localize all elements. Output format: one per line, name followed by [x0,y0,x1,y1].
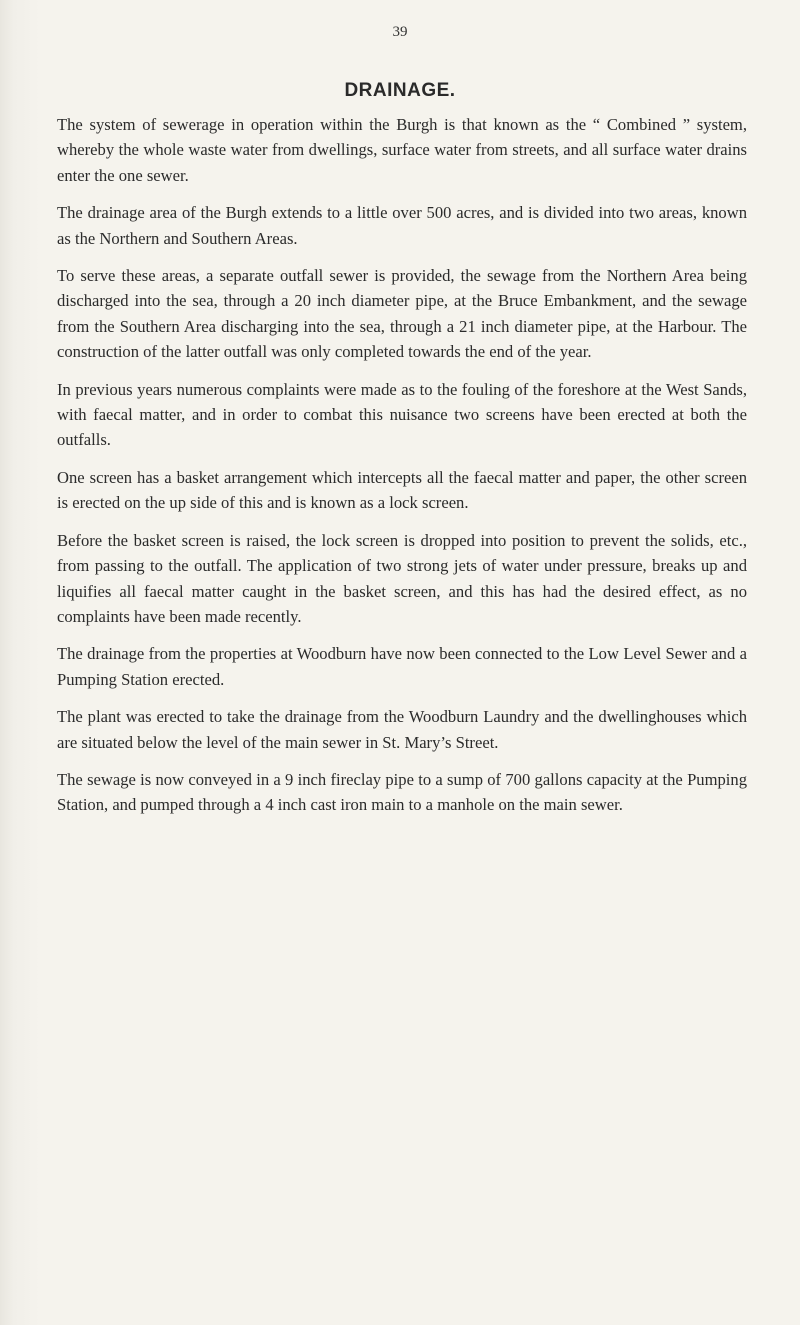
paragraph: One screen has a basket arrangement which intercepts all the faecal matter and paper, the other screen is erected on the up side of this and is known as a lock screen. [57,467,747,513]
paragraph: Before the basket screen is raised, the lock screen is dropped into position to prevent the solids, etc., from passing to the outfall. The application of two strong jets of water under pressure, breaks up and liquifies all faecal matter caught in the basket screen, and this has had the desired effect, as no complaints have been made recently. [57,530,747,626]
paragraph: The drainage from the properties at Woodburn have now been connected to the Low Level Sewer and a Pumping Station erected. [57,644,747,689]
paragraph: To serve these areas, a separate outfall sewer is provided, the sewage from the Northern Area being discharged into the sea, through a 20 inch diameter pipe, at the Bruce Embankment, and the sewage from the Southern Area discharging into the sea, through a 21 inch diameter pipe, at the Harbour. The construction of the latter outfall was only completed towards the end of the year. [57,266,747,362]
paragraph: The plant was erected to take the drainage from the Woodburn Laundry and the dwellinghouses which are situated below the level of the main sewer in St. Mary’s Street. [57,707,747,752]
paragraph: The sewage is now conveyed in a 9 inch fireclay pipe to a sump of 700 gallons capacity at the Pumping Station, and pumped through a 4 inch cast iron main to a manhole on the main sewer. [57,769,747,815]
paragraph: The drainage area of the Burgh extends to a little over 500 acres, and is divided into two areas, known as the Northern and Southern Areas. [57,203,747,248]
body-text [57,112,747,830]
section-heading: DRAINAGE. [344,80,456,101]
paragraph: The system of sewerage in operation within the Burgh is that known as the “ Combined ” system, whereby the whole waste water from dwellings, surface water from streets, and all surface water drains enter the one sewer. [57,115,747,185]
paragraph: In previous years numerous complaints were made as to the fouling of the foreshore at the West Sands, with faecal matter, and in order to combat this nuisance two screens have been erected at both the outfalls. [57,379,747,450]
page-number: 39 [392,24,408,40]
